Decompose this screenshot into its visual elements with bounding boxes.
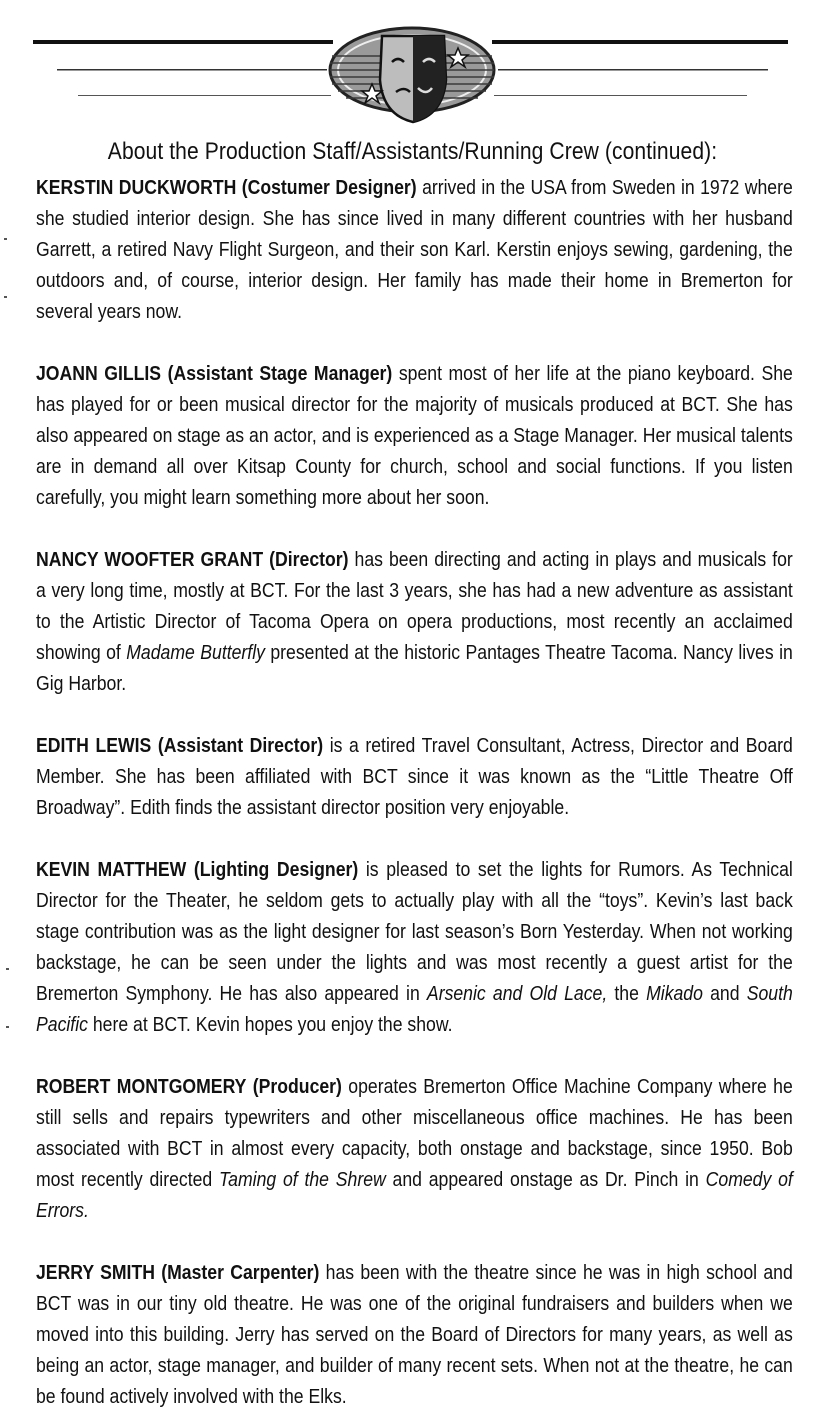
bio-kevin-matthew xyxy=(36,854,793,1040)
bio-role: (Assistant Stage Manager) xyxy=(167,362,393,385)
bio-name: NANCY WOOFTER GRANT xyxy=(36,548,264,571)
bio-role: (Master Carpenter) xyxy=(161,1261,320,1284)
theater-masks-emblem-icon xyxy=(330,28,494,122)
bio-jerry-smith xyxy=(36,1257,793,1412)
bio-name: KEVIN MATTHEW xyxy=(36,858,187,881)
bio-name: EDITH LEWIS xyxy=(36,734,152,757)
bio-name: ROBERT MONTGOMERY xyxy=(36,1075,247,1098)
bio-edith-lewis xyxy=(36,730,793,823)
bio-kerstin-duckworth xyxy=(36,172,793,327)
bio-text: spent most of her life at the piano keyboard. She has played for or been musical director for the majority of musicals produced at BCT. She has also appeared on stage as an actor, and is experienced as a Stage Manager. Her musical talents are in demand all over Kitsap County for church, school and social functions. If you listen carefully, you might learn something more about her soon. xyxy=(36,362,793,509)
bio-name: JERRY SMITH xyxy=(36,1261,155,1284)
bio-text: has been directing and acting in plays and musicals for a very long time, mostly at BCT. For the last 3 years, she has had a new adventure as assistant to the Artistic Director of Tacoma Opera on opera productions, most recently an acclaimed showing of xyxy=(36,548,793,664)
bio-role: (Lighting Designer) xyxy=(193,858,359,881)
bio-role: (Costumer Designer) xyxy=(241,176,417,199)
bio-robert-montgomery xyxy=(36,1071,793,1226)
bio-text: the xyxy=(614,982,639,1005)
header-ornament xyxy=(0,0,825,130)
bio-role: (Producer) xyxy=(252,1075,342,1098)
work-title: Madame Butterfly xyxy=(126,641,265,664)
scan-mark xyxy=(6,1026,9,1028)
bio-name: KERSTIN DUCKWORTH xyxy=(36,176,237,199)
scan-mark xyxy=(4,238,7,240)
bio-text: has been with the theatre since he was in high school and BCT was in our tiny old theatre. He was one of the original fundraisers and builders when we moved into this building. Jerry has served on the Board of Directors for many years, as well as being an actor, stage manager, and builder of many recent sets. When not at the theatre, he can be found actively involved with the Elks. xyxy=(36,1261,793,1408)
bio-role: (Assistant Director) xyxy=(157,734,324,757)
bio-joann-gillis xyxy=(36,358,793,513)
work-title: Arsenic and Old Lace, xyxy=(426,982,608,1005)
scan-mark xyxy=(6,968,9,970)
bios-list xyxy=(36,172,793,1412)
bio-name: JOANN GILLIS xyxy=(36,362,162,385)
work-title: Taming of the Shrew xyxy=(219,1168,386,1191)
bio-text: and xyxy=(710,982,740,1005)
page-title: About the Production Staff/Assistants/Running Crew (continued): xyxy=(107,138,718,165)
bio-text: operates Bremerton Office Machine Company where he still sells and repairs typewriters and other miscellaneous office machines. He has been associated with BCT in almost every capacity, both onstage and backstage, since 1950. Bob most recently directed xyxy=(36,1075,793,1191)
work-title: South Pacific xyxy=(36,982,793,1036)
work-title: Comedy of Errors. xyxy=(36,1168,793,1222)
bio-role: (Director) xyxy=(269,548,349,571)
bio-text: here at BCT. Kevin hopes you enjoy the show. xyxy=(92,1013,453,1036)
bio-text: arrived in the USA from Sweden in 1972 where she studied interior design. She has since lived in many different countries with her husband Garrett, a retired Navy Flight Surgeon, and their son Karl. Kerstin enjoys sewing, gardening, the outdoors and, of course, interior design. Her family has made their home in Bremerton for several years now. xyxy=(36,176,793,323)
bio-text: is a retired Travel Consultant, Actress, Director and Board Member. She has been affiliated with BCT since it was known as the “Little Theatre Off Broadway”. Edith finds the assistant director position very enjoyable. xyxy=(36,734,793,819)
work-title: Mikado xyxy=(646,982,703,1005)
bio-text: is pleased to set the lights for Rumors. As Technical Director for the Theater, he seldom gets to actually play with all the “toys”. Kevin’s last back stage contribution was as the light designer for last season’s Born Yesterday. When not working backstage, he can be seen under the lights and was most recently a guest artist for the Bremerton Symphony. He has also appeared in xyxy=(36,858,793,1005)
bio-nancy-woofter-grant xyxy=(36,544,793,699)
scan-mark xyxy=(4,296,7,298)
bio-text: and appeared onstage as Dr. Pinch in xyxy=(392,1168,699,1191)
bio-text: presented at the historic Pantages Theatre Tacoma. Nancy lives in Gig Harbor. xyxy=(36,641,793,695)
